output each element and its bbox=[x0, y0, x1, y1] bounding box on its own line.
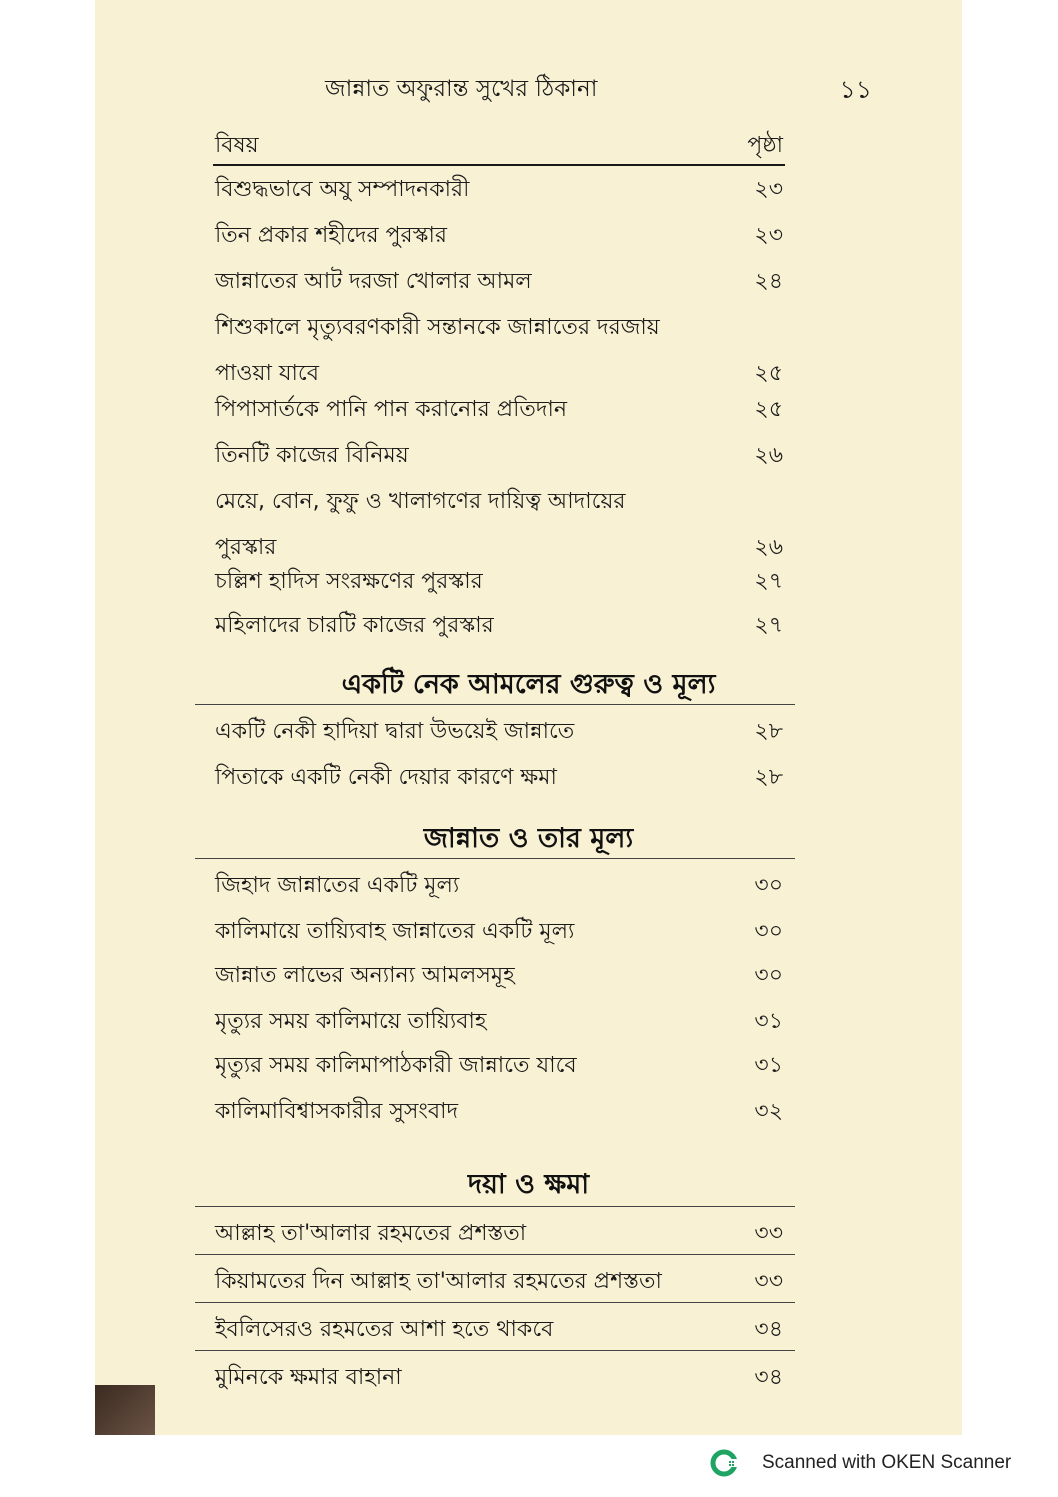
toc-entry-title: পিতাকে একটি নেকী দেয়ার কারণে ক্ষমা bbox=[215, 765, 557, 790]
toc-entry-title: তিনটি কাজের বিনিময় bbox=[215, 443, 409, 468]
toc-entry-page: ২৩ bbox=[754, 177, 783, 202]
section-rule bbox=[195, 1302, 795, 1303]
toc-entry-title: মৃত্যুর সময় কালিমাপাঠকারী জান্নাতে যাবে bbox=[215, 1053, 577, 1078]
toc-entry-page: ২৬ bbox=[754, 535, 783, 560]
section-rule bbox=[195, 858, 795, 859]
toc-page-label: পৃষ্ঠা bbox=[747, 133, 783, 158]
toc-entry-title: মৃত্যুর সময় কালিমায়ে তায়্যিবাহ bbox=[215, 1009, 487, 1034]
toc-entry-page: ২৫ bbox=[754, 361, 783, 386]
toc-entry-title: চল্লিশ হাদিস সংরক্ষণের পুরস্কার bbox=[215, 569, 483, 594]
toc-entry-title: জান্নাতের আট দরজা খোলার আমল bbox=[215, 269, 532, 294]
section-heading: একটি নেক আমলের গুরুত্ব ও মূল্য bbox=[341, 669, 716, 700]
toc-entry-page: ৩২ bbox=[754, 1099, 783, 1124]
scanner-watermark-text: Scanned with OKEN Scanner bbox=[762, 1452, 1012, 1473]
section-rule bbox=[195, 1350, 795, 1351]
toc-entry-page: ২৮ bbox=[754, 765, 783, 790]
scanner-footer bbox=[710, 1447, 1050, 1479]
toc-entry-page: ৩০ bbox=[754, 873, 783, 898]
toc-entry-page: ৩৩ bbox=[754, 1221, 783, 1246]
toc-entry-page: ২৭ bbox=[754, 613, 783, 638]
section-rule bbox=[195, 1206, 795, 1207]
toc-entry-title-line2: পাওয়া যাবে bbox=[215, 361, 319, 386]
toc-entry-page: ৩৩ bbox=[754, 1269, 783, 1294]
toc-entry-title: আল্লাহ তা'আলার রহমতের প্রশস্ততা bbox=[215, 1221, 527, 1246]
toc-entry-page: ২৪ bbox=[754, 269, 783, 294]
book-title: জান্নাত অফুরান্ত সুখের ঠিকানা bbox=[325, 76, 598, 102]
section-rule bbox=[195, 704, 795, 705]
page-corner-shadow bbox=[95, 1385, 155, 1435]
toc-entry-title: মহিলাদের চারটি কাজের পুরস্কার bbox=[215, 613, 494, 638]
toc-entry-title: কালিমাবিশ্বাসকারীর সুসংবাদ bbox=[215, 1099, 459, 1124]
toc-entry-page: ৩৪ bbox=[754, 1365, 783, 1390]
toc-entry-title: একটি নেকী হাদিয়া দ্বারা উভয়েই জান্নাতে bbox=[215, 719, 575, 744]
toc-entry-title: পিপাসার্তকে পানি পান করানোর প্রতিদান bbox=[215, 397, 567, 422]
toc-entry-title: ইবলিসেরও রহমতের আশা হতে থাকবে bbox=[215, 1317, 554, 1342]
toc-entry-page: ৩০ bbox=[754, 919, 783, 944]
section-rule bbox=[195, 1254, 795, 1255]
toc-entry-page: ৩০ bbox=[754, 963, 783, 988]
toc-entry-title-line2: পুরস্কার bbox=[215, 535, 277, 560]
toc-entry-page: ৩১ bbox=[754, 1053, 783, 1078]
toc-entry-title: কালিমায়ে তায়্যিবাহ জান্নাতের একটি মূল্য bbox=[215, 919, 575, 944]
toc-subject-label: বিষয় bbox=[215, 133, 259, 158]
section-heading: জান্নাত ও তার মূল্য bbox=[423, 823, 634, 854]
page-number: ১১ bbox=[839, 75, 872, 104]
toc-entry-page: ২৫ bbox=[754, 397, 783, 422]
toc-entry-page: ২৩ bbox=[754, 223, 783, 248]
toc-entry-title: কিয়ামতের দিন আল্লাহ তা'আলার রহমতের প্রশস্ততা bbox=[215, 1269, 662, 1294]
running-head bbox=[95, 70, 962, 110]
toc-entry-page: ২৮ bbox=[754, 719, 783, 744]
toc-entry-title: জিহাদ জান্নাতের একটি মূল্য bbox=[215, 873, 460, 898]
toc-entry-title: জান্নাত লাভের অন্যান্য আমলসমূহ bbox=[215, 963, 515, 988]
toc-entry-title: তিন প্রকার শহীদের পুরস্কার bbox=[215, 223, 447, 248]
oken-scanner-logo-icon bbox=[710, 1449, 738, 1477]
toc-entry-page: ৩১ bbox=[754, 1009, 783, 1034]
toc-entry-page: ২৬ bbox=[754, 443, 783, 468]
toc-entry-title-line1: শিশুকালে মৃত্যুবরণকারী সন্তানকে জান্নাতের দরজায় bbox=[215, 315, 660, 340]
toc-entry-title-line1: মেয়ে, বোন, ফুফু ও খালাগণের দায়িত্ব আদায়ের bbox=[215, 489, 626, 514]
toc-entry-title: বিশুদ্ধভাবে অযু সম্পাদনকারী bbox=[215, 177, 470, 202]
section-heading: দয়া ও ক্ষমা bbox=[467, 1169, 590, 1200]
toc-entry-page: ৩৪ bbox=[754, 1317, 783, 1342]
toc-entry-title: মুমিনকে ক্ষমার বাহানা bbox=[215, 1365, 402, 1390]
toc-entry-page: ২৭ bbox=[754, 569, 783, 594]
toc-header bbox=[213, 128, 785, 166]
